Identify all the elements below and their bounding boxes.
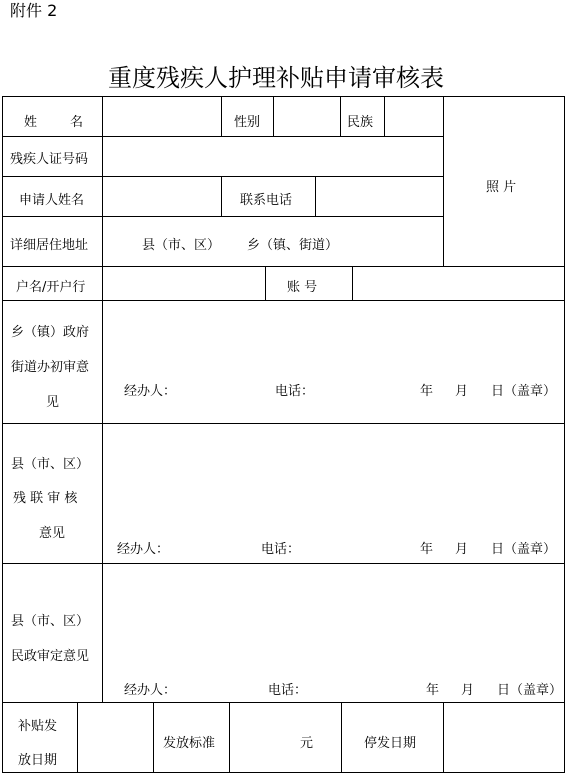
standard-amount-field[interactable]	[231, 704, 340, 771]
gender-field[interactable]	[275, 98, 339, 135]
federation-handler-label: 经办人：	[117, 542, 170, 557]
county-federation-label-line3: 意见	[39, 526, 66, 541]
town-month-label: 月	[455, 384, 469, 399]
town-day-seal-label: 日（盖章）	[491, 384, 557, 399]
town-tel-label: 电话：	[275, 384, 315, 399]
civil-day-seal-label: 日（盖章）	[497, 683, 563, 698]
standard-label: 发放标准	[163, 736, 216, 751]
subsidy-date-field[interactable]	[79, 704, 152, 771]
federation-month-label: 月	[455, 542, 469, 557]
name-label-part2: 名	[70, 115, 84, 130]
civil-tel-label: 电话：	[268, 683, 308, 698]
account-holder-label: 户名/开户行	[16, 280, 86, 295]
county-civil-label-line2: 民政审定意见	[11, 649, 90, 664]
civil-month-label: 月	[461, 683, 475, 698]
federation-day-seal-label: 日（盖章）	[491, 542, 557, 557]
account-holder-field[interactable]	[104, 268, 264, 299]
address-label: 详细居住地址	[10, 238, 89, 253]
county-federation-label-line1: 县（市、区）	[11, 457, 90, 472]
civil-year-label: 年	[426, 683, 440, 698]
stop-date-label: 停发日期	[364, 736, 417, 751]
attachment-label: 附件 2	[10, 1, 58, 20]
disability-cert-field[interactable]	[104, 138, 442, 175]
address-county: 县（市、区）	[142, 238, 221, 253]
name-label-part1: 姓	[24, 115, 38, 130]
federation-year-label: 年	[420, 542, 434, 557]
contact-phone-label: 联系电话	[240, 193, 293, 208]
town-handler-label: 经办人：	[124, 384, 177, 399]
form-title: 重度残疾人护理补贴申请审核表	[108, 64, 444, 92]
civil-handler-label: 经办人：	[124, 683, 177, 698]
gender-label: 性别	[234, 115, 261, 130]
yuan-unit-label: 元	[300, 736, 314, 751]
contact-phone-field[interactable]	[317, 178, 442, 215]
ethnicity-label: 民族	[347, 115, 374, 130]
town-opinion-label-line1: 乡（镇）政府	[11, 325, 90, 340]
federation-tel-label: 电话：	[261, 542, 301, 557]
address-town: 乡（镇、街道）	[247, 238, 339, 253]
county-federation-label-line2: 残 联 审 核	[13, 491, 78, 506]
subsidy-date-label-line2: 放日期	[18, 753, 58, 768]
name-field[interactable]	[104, 98, 220, 135]
account-number-label: 账 号	[287, 280, 318, 295]
disability-cert-label: 残疾人证号码	[10, 152, 89, 167]
ethnicity-field[interactable]	[386, 98, 442, 135]
applicant-name-field[interactable]	[104, 178, 220, 215]
subsidy-date-label-line1: 补贴发	[18, 719, 58, 734]
town-opinion-label-line3: 见	[46, 395, 60, 410]
account-number-field[interactable]	[354, 268, 563, 299]
county-civil-label-line1: 县（市、区）	[11, 614, 90, 629]
town-year-label: 年	[420, 384, 434, 399]
town-opinion-label-line2: 街道办初审意	[11, 360, 90, 375]
stop-date-field[interactable]	[445, 704, 563, 771]
photo-label: 照 片	[486, 180, 517, 195]
applicant-name-label: 申请人姓名	[19, 193, 85, 208]
